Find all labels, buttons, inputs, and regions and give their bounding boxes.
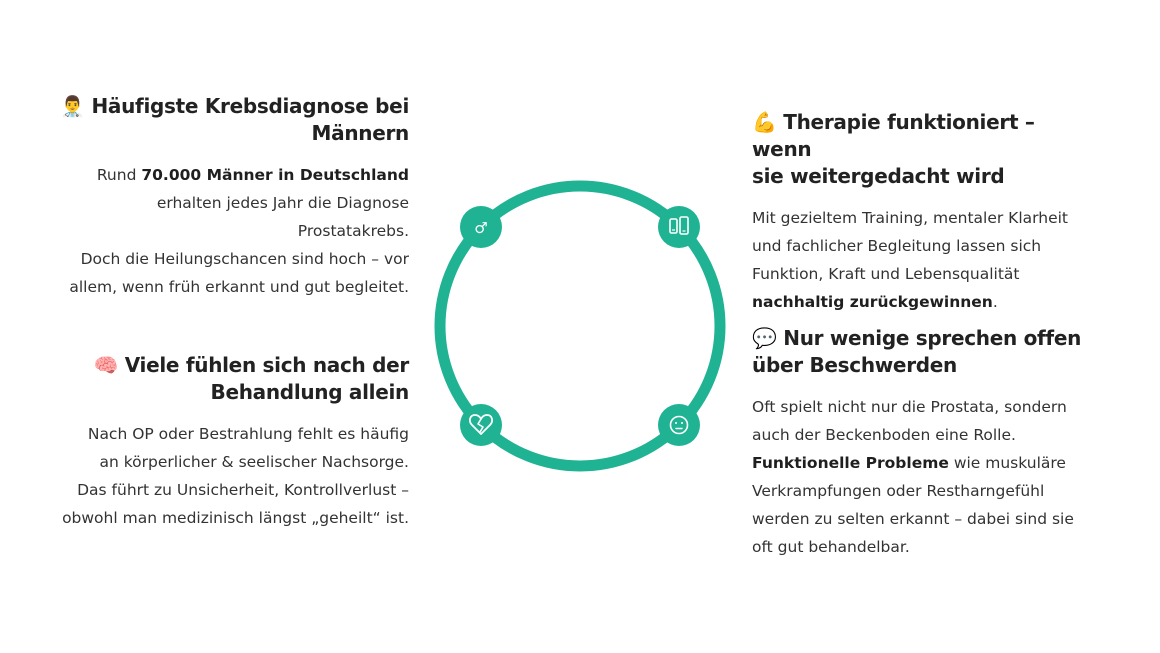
heading-therapy-line2: sie weitergedacht wird: [752, 164, 1005, 188]
doctor-icon: 👨‍⚕️: [60, 94, 85, 118]
therapy-text-line3: Funktion, Kraft und Lebensqualität: [752, 265, 1020, 283]
heading-complaints-line2: über Beschwerden: [752, 353, 957, 377]
alone-text-line3: Das führt zu Unsicherheit, Kontrollverlust –: [77, 481, 409, 499]
diagnosis-text-line4: Doch die Heilungschancen sind hoch – vor: [80, 250, 409, 268]
brain-icon: 🧠: [93, 353, 119, 377]
heading-diagnosis-line2: Männern: [311, 121, 409, 145]
alone-text-line4: obwohl man medizinisch längst „geheilt“ ist.: [62, 509, 409, 527]
heading-therapy-line1: Therapie funktioniert – wenn: [752, 110, 1035, 161]
therapy-highlight: nachhaltig zurückgewinnen: [752, 293, 993, 311]
heading-therapy: [752, 109, 1097, 190]
info-block-therapy: [752, 109, 1097, 316]
info-block-alone: [40, 352, 409, 532]
speech-bubble-icon: 💬: [752, 326, 777, 350]
complaints-text-line6: oft gut behandelbar.: [752, 538, 910, 556]
alone-paragraph: [40, 420, 409, 532]
complaints-text-line2: auch der Beckenboden eine Rolle.: [752, 426, 1016, 444]
complaints-highlight: Funktionelle Probleme: [752, 454, 949, 472]
therapy-text-line2: und fachlicher Begleitung lassen sich: [752, 237, 1042, 255]
alone-text-line1: Nach OP oder Bestrahlung fehlt es häufig: [87, 425, 409, 443]
flexed-biceps-icon: 💪: [752, 110, 777, 134]
heading-diagnosis-line1: Häufigste Krebsdiagnose bei: [91, 94, 409, 118]
therapy-text-line1: Mit gezieltem Training, mentaler Klarheit: [752, 209, 1068, 227]
ring-graphic: [430, 176, 730, 476]
heading-alone: [40, 352, 409, 406]
info-block-diagnosis: [40, 93, 409, 301]
heading-alone-line1: Viele fühlen sich nach der: [124, 353, 409, 377]
complaints-text-line4: Verkrampfungen oder Restharngefühl: [752, 482, 1045, 500]
alone-text-line2: an körperlicher & seelischer Nachsorge.: [99, 453, 409, 471]
heading-alone-line2: Behandlung allein: [210, 380, 409, 404]
diagnosis-text-line3: Prostatakrebs.: [297, 222, 409, 240]
heading-diagnosis: [40, 93, 409, 147]
broken-heart-icon: [460, 404, 502, 446]
complaints-text-line1: Oft spielt nicht nur die Prostata, sondern: [752, 398, 1067, 416]
svg-text:♂: ♂: [474, 219, 488, 237]
male-symbol-icon: [460, 206, 502, 248]
diagnosis-highlight: 70.000 Männer in Deutschland: [141, 166, 409, 184]
heading-complaints-line1: Nur wenige sprechen offen: [783, 326, 1082, 350]
diagnosis-paragraph: [40, 161, 409, 301]
therapy-paragraph: [752, 204, 1097, 316]
complaints-text-line5: werden zu selten erkannt – dabei sind sie: [752, 510, 1074, 528]
neutral-face-icon: [658, 404, 700, 446]
complaints-paragraph: [752, 393, 1097, 561]
complaints-text-line3: wie muskuläre: [948, 454, 1066, 472]
therapy-text-end: .: [992, 293, 998, 311]
diagnosis-text-line5: allem, wenn früh erkannt und gut begleitet.: [69, 278, 409, 296]
mobile-devices-icon: [658, 206, 700, 248]
diagnosis-text-line2: erhalten jedes Jahr die Diagnose: [156, 194, 409, 212]
central-ring: [430, 176, 730, 476]
heading-complaints: [752, 325, 1097, 379]
diagnosis-text-pre: Rund: [96, 166, 142, 184]
info-block-complaints: [752, 325, 1097, 561]
